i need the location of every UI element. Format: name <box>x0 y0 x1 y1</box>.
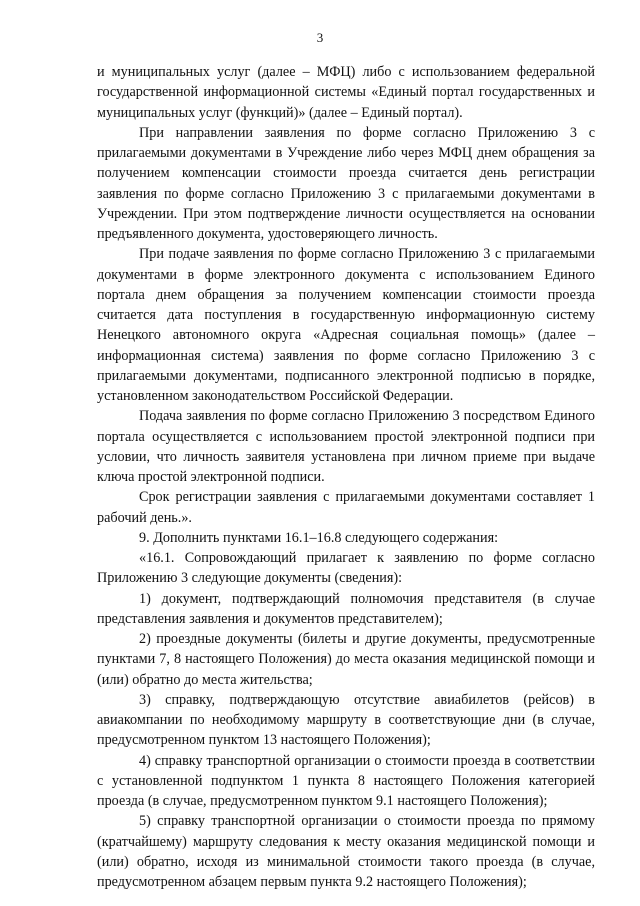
paragraph-electronic-submission: При подаче заявления по форме согласно Приложению 3 с прилагаемыми документами в форме электронного документа с использованием Единого портала днем обращения за получением компенсации стоимости проезда считается дата поступления в государственную информационную систему Ненецкого автономного округа «Адресная социальная помощь» (далее – информационная система) заявления по форме согласно Приложению 3 с прилагаемыми документами, подписанного электронной подписью в порядке, установленном законодательством Российской Федерации. <box>97 246 595 404</box>
paragraph-16-1: «16.1. Сопровождающий прилагает к заявлению по форме согласно Приложению 3 следующие документы (сведения): <box>97 550 595 587</box>
paragraph-simple-signature: Подача заявления по форме согласно Приложению 3 посредством Единого портала осуществляется с использованием простой электронной подписи при условии, что личность заявителя установлена при личном приеме при выдаче ключа простой электронной подписи. <box>97 408 595 485</box>
paragraph-item-9: 9. Дополнить пунктами 16.1–16.8 следующего содержания: <box>139 529 499 546</box>
list-item-1: 1) документ, подтверждающий полномочия представителя (в случае представления заявления и документов представителем); <box>97 590 595 627</box>
list-item-2: 2) проездные документы (билеты и другие документы, предусмотренные пунктами 7, 8 настоящего Положения) до места оказания медицинской помощи и (или) обратно до места жительства; <box>97 631 595 688</box>
list-item-3: 3) справку, подтверждающую отсутствие авиабилетов (рейсов) в авиакомпании по необходимому маршруту в соответствующие дни (в случае, предусмотренном пунктом 13 настоящего Положения); <box>97 691 595 749</box>
paragraph-registration-term: Срок регистрации заявления с прилагаемыми документами составляет 1 рабочий день.». <box>97 489 595 526</box>
document-body <box>97 62 595 892</box>
list-item-5: 5) справку транспортной организации о стоимости проезда по прямому (кратчайшему) маршруту следования к месту оказания медицинской помощи и (или) обратно, исходя из минимальной стоимости такого проезда (в случае, предусмотренном абзацем первым пункта 9.2 настоящего Положения); <box>97 813 595 890</box>
page-number: 3 <box>316 30 324 45</box>
list-item-4: 4) справку транспортной организации о стоимости проезда в соответствии с установленной подпунктом 1 пункта 8 настоящего Положения категорией проезда (в случае, предусмотренном пунктом 9.1 настоящего Положения); <box>97 752 595 809</box>
paragraph-continuation: и муниципальных услуг (далее – МФЦ) либо с использованием федеральной государственной информационной системы «Единый портал государственных и муниципальных услуг (функций)» (далее – Единый портал). <box>97 64 595 121</box>
paragraph-application-via-institution: При направлении заявления по форме согласно Приложению 3 с прилагаемыми документами в Учреждение либо через МФЦ днем обращения за получением компенсации стоимости проезда считается день регистрации заявления по форме согласно Приложению 3 с прилагаемыми документами в Учреждении. При этом подтверждение личности осуществляется на основании предъявленного документа, удостоверяющего личность. <box>97 124 595 242</box>
